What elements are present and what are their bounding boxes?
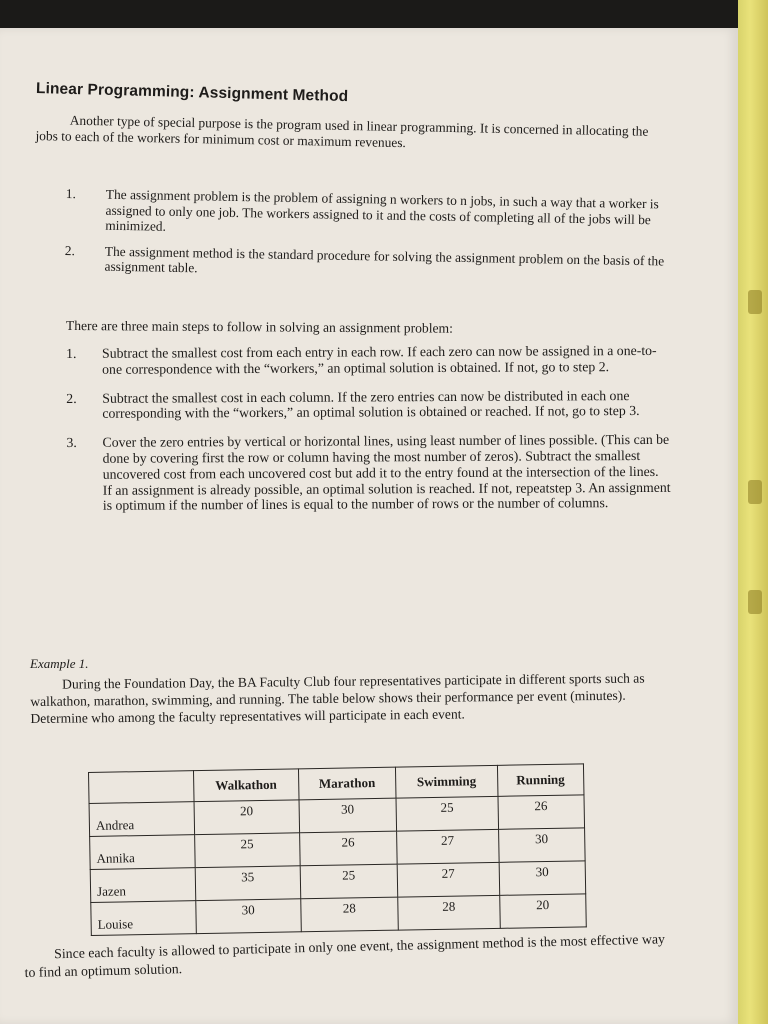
table-header-cell: Swimming: [396, 765, 498, 798]
value-cell: 20: [194, 800, 299, 835]
steps-list: [66, 343, 671, 527]
value-cell: 25: [300, 864, 398, 899]
step-text: Subtract the smallest cost from each entry in each row. If each zero can now be assigned in a one-to-one correspondence with the “workers,” an optimal solution is obtained. If not, go to step 2.: [101, 342, 657, 377]
row-name-cell: Jazen: [90, 868, 196, 903]
value-cell: 28: [398, 895, 500, 930]
edge-mark: [748, 590, 762, 614]
next-page-edge: [738, 0, 768, 1024]
table-header-cell: [89, 771, 195, 804]
value-cell: 20: [499, 894, 586, 929]
value-cell: 30: [196, 899, 301, 934]
table-header-cell: Running: [497, 764, 584, 797]
edge-mark: [748, 290, 762, 314]
table-header-cell: Walkathon: [193, 769, 298, 802]
step-text: Subtract the smallest cost in each column. If the zero entries can now be distributed in each one corresponding with the “workers,” an optimal solution is obtained or reached. If not, go to step 3.: [102, 387, 640, 422]
conclusion-paragraph: Since each faculty is allowed to participate in only one event, the assignment method is the most effective way to find an optimum solution.: [24, 931, 666, 980]
example-paragraph: During the Foundation Day, the BA Faculty Club four representatives participate in different sports such as walkathon, marathon, swimming, and running. The table below shows their performance per event (minutes). Determine who among the faculty representatives will participate in each event.: [30, 670, 645, 726]
definition-text: The assignment problem is the problem of assigning n workers to n jobs, in such a way that a worker is assigned to only one job. The workers assigned to it and the costs of completing all of the jobs will be minimized.: [105, 186, 659, 234]
step-item: [66, 387, 670, 422]
value-cell: 28: [300, 897, 398, 932]
steps-intro: There are three main steps to follow in solving an assignment problem:: [65, 318, 453, 336]
value-cell: 26: [299, 831, 397, 866]
definition-number: 2.: [64, 242, 76, 258]
row-name-cell: Andrea: [89, 802, 195, 837]
value-cell: 30: [499, 861, 586, 896]
value-cell: 30: [299, 798, 397, 833]
row-name-cell: Louise: [91, 901, 197, 936]
book-page: [0, 28, 738, 1024]
definition-item: [64, 242, 668, 284]
step-number: 3.: [66, 435, 77, 451]
edge-mark: [748, 480, 762, 504]
definition-item: [65, 186, 670, 243]
step-number: 2.: [66, 390, 77, 406]
value-cell: 27: [397, 829, 499, 864]
step-item: [66, 343, 670, 378]
performance-table: [88, 763, 587, 936]
value-cell: 27: [397, 862, 499, 897]
step-item: [66, 432, 670, 514]
step-number: 1.: [66, 345, 77, 361]
value-cell: 25: [396, 796, 498, 831]
definition-text: The assignment method is the standard procedure for solving the assignment problem on the basis of the assignment table.: [104, 243, 665, 276]
step-text: Cover the zero entries by vertical or horizontal lines, using least number of lines possible. (This can be done by covering first the row or column having the most number of zeros). Subtract the smallest uncovered cost from each uncovered cost but add it to the entry found at the intersection of the lines. If an assignment is already possible, an optimal solution is reached. If not, repeatstep 3. An assignment is optimum if the number of lines is equal to the number of rows or the number of columns.: [102, 432, 671, 514]
intro-paragraph: Another type of special purpose is the program used in linear programming. It is concerned in allocating the jobs to each of the workers for minimum cost or maximum revenues.: [35, 112, 649, 151]
value-cell: 30: [498, 828, 585, 863]
table-header-cell: Marathon: [298, 767, 396, 800]
value-cell: 25: [195, 833, 300, 868]
definitions-list: [64, 186, 670, 294]
value-cell: 35: [195, 866, 300, 901]
definition-number: 1.: [65, 186, 77, 202]
example-label: Example 1.: [30, 656, 89, 671]
page-title: Linear Programming: Assignment Method: [35, 80, 349, 106]
value-cell: 26: [498, 795, 585, 830]
row-name-cell: Annika: [90, 835, 196, 870]
